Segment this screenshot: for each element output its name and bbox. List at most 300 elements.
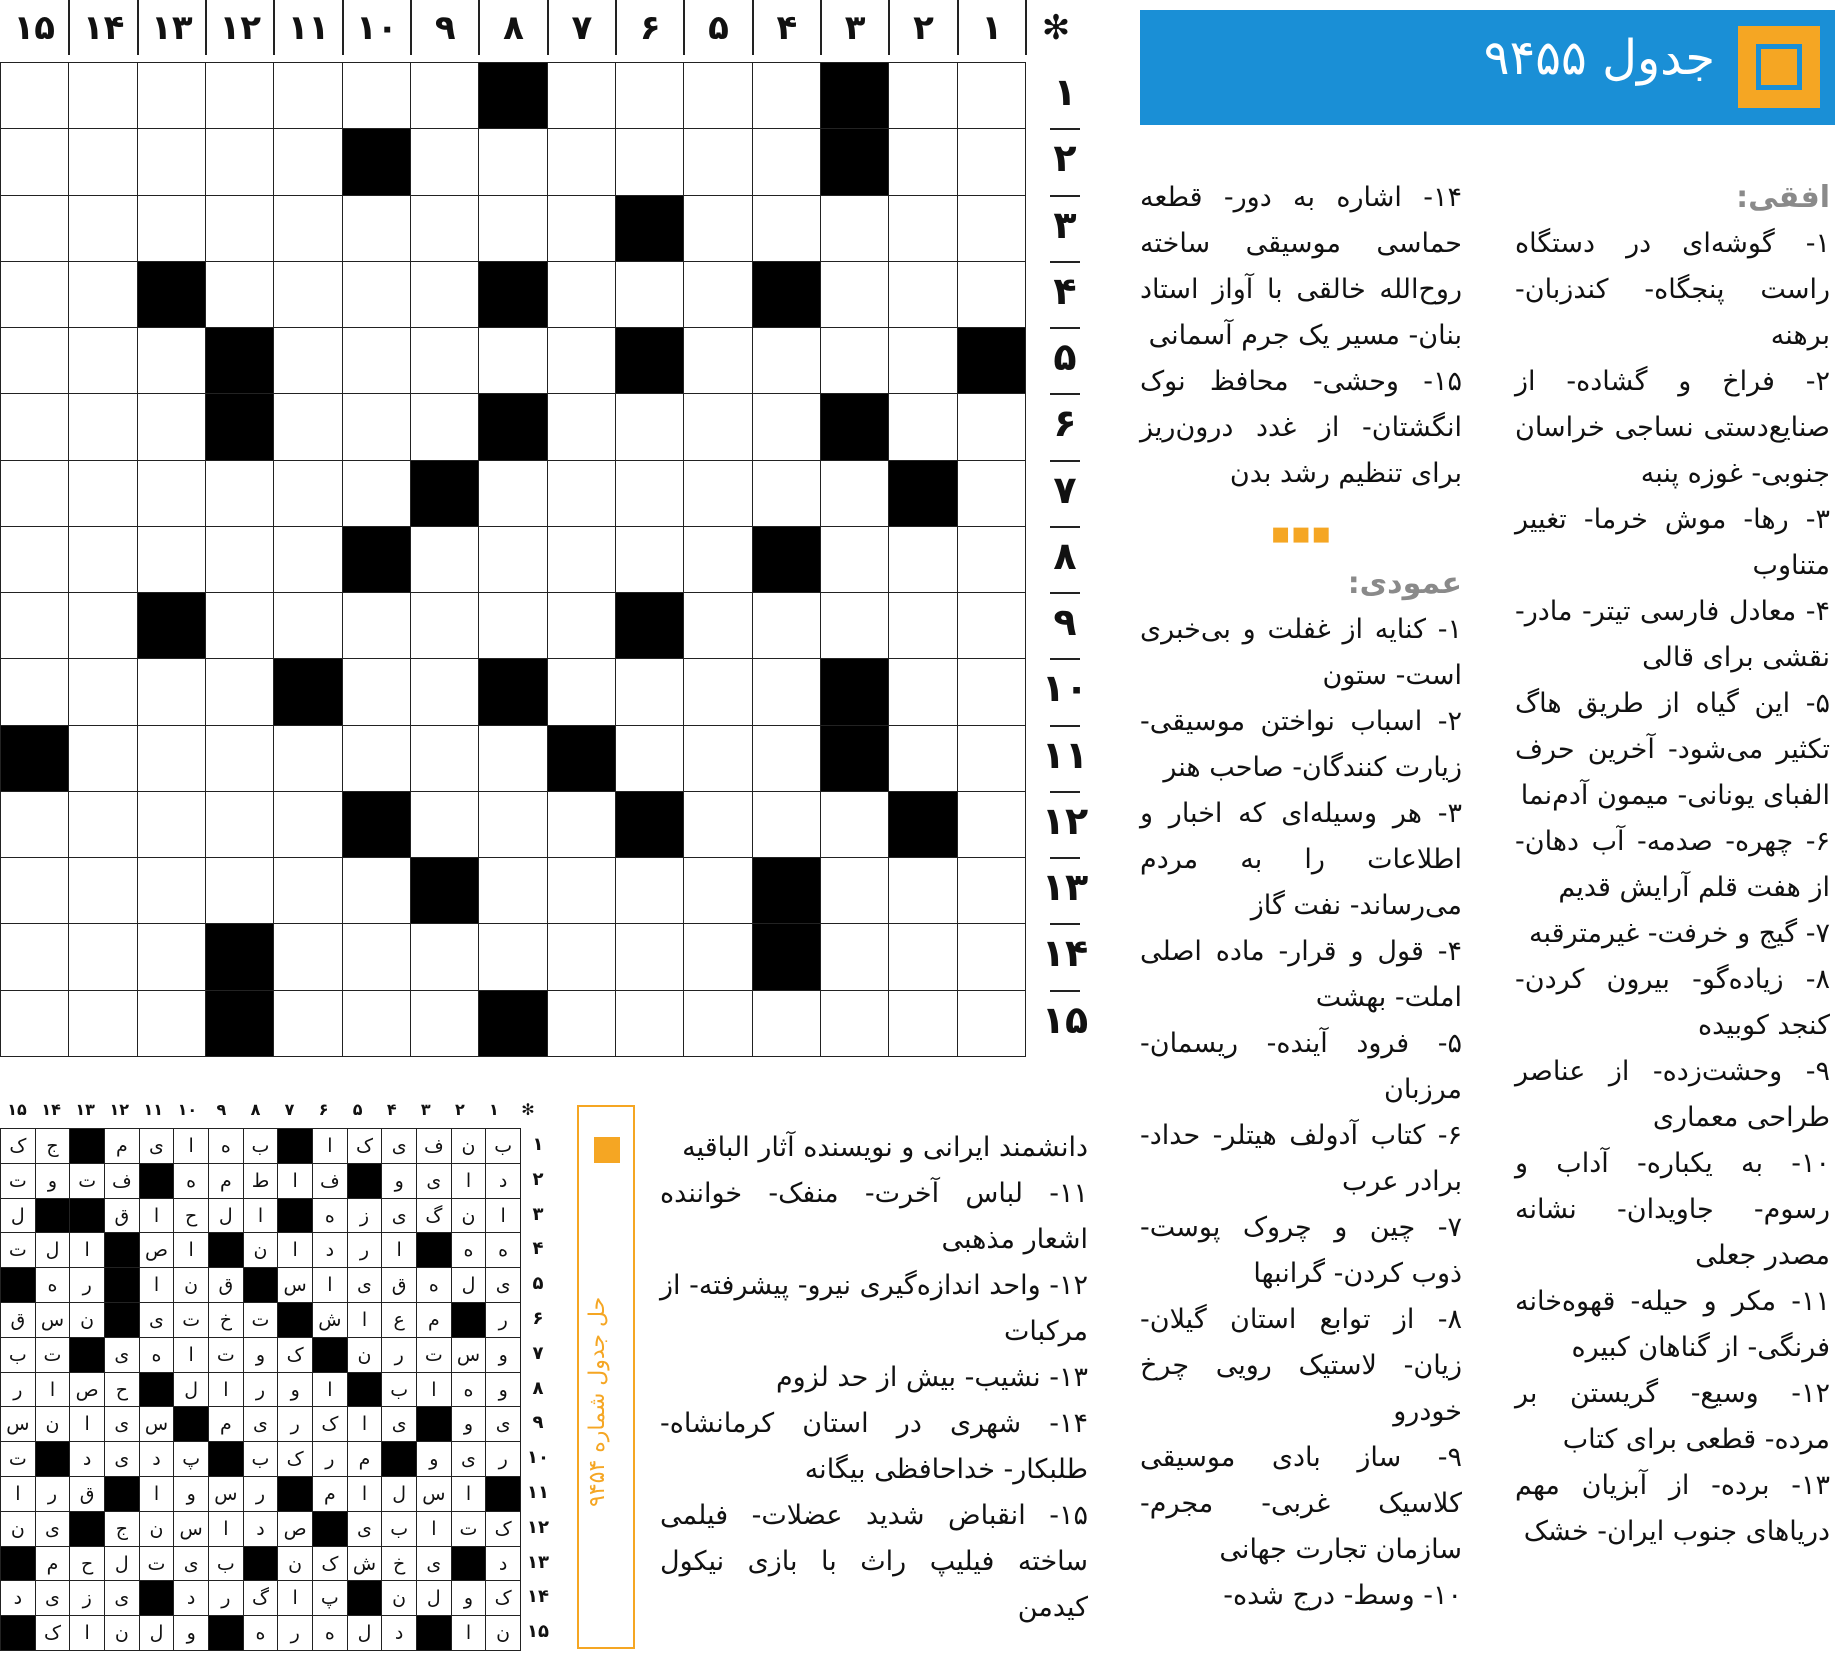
grid-cell[interactable]	[68, 327, 137, 394]
solution-letter: ف	[416, 1128, 452, 1164]
grid-cell[interactable]	[547, 195, 616, 262]
solution-black-cell	[139, 1163, 175, 1199]
grid-cell[interactable]	[273, 923, 342, 990]
solution-letter: ب	[208, 1546, 244, 1582]
grid-cell[interactable]	[957, 261, 1026, 328]
grid-cell[interactable]	[478, 791, 547, 858]
grid-cell[interactable]	[615, 526, 684, 593]
grid-cell[interactable]	[137, 990, 206, 1057]
grid-cell[interactable]	[205, 725, 274, 792]
solution-row-number: ۲	[532, 1168, 544, 1190]
grid-cell[interactable]	[273, 725, 342, 792]
grid-cell[interactable]	[957, 923, 1026, 990]
grid-cell[interactable]	[478, 460, 547, 527]
main-grid-col-number: ۱۲	[205, 0, 273, 55]
solution-letter: ع	[381, 1302, 417, 1338]
grid-cell[interactable]	[547, 526, 616, 593]
grid-cell[interactable]	[820, 592, 889, 659]
grid-cell[interactable]	[683, 128, 752, 195]
solution-letter: و	[451, 1406, 487, 1442]
grid-cell[interactable]	[68, 592, 137, 659]
black-cell	[342, 526, 411, 593]
grid-cell[interactable]	[615, 261, 684, 328]
solution-letter: ن	[277, 1546, 313, 1582]
solution-letter: ت	[0, 1232, 36, 1268]
solution-letter: د	[173, 1580, 209, 1616]
grid-cell[interactable]	[410, 526, 479, 593]
grid-cell[interactable]	[137, 923, 206, 990]
solution-letter: ت	[0, 1441, 36, 1477]
grid-cell[interactable]	[820, 327, 889, 394]
grid-cell[interactable]	[888, 526, 957, 593]
solution-letter: ر	[312, 1441, 348, 1477]
grid-cell[interactable]	[410, 62, 479, 129]
grid-cell[interactable]	[68, 195, 137, 262]
solution-col-number: ۹	[216, 1100, 227, 1119]
solution-letter: ا	[381, 1232, 417, 1268]
solution-letter: و	[173, 1476, 209, 1512]
grid-cell[interactable]	[683, 791, 752, 858]
black-cell	[615, 791, 684, 858]
solution-letter: ن	[0, 1511, 36, 1547]
grid-cell[interactable]	[957, 393, 1026, 460]
grid-cell[interactable]	[68, 725, 137, 792]
grid-cell[interactable]	[683, 592, 752, 659]
grid-cell[interactable]	[957, 592, 1026, 659]
solution-letter: ب	[381, 1372, 417, 1408]
grid-cell[interactable]	[752, 592, 821, 659]
solution-letter: ت	[35, 1337, 71, 1373]
grid-cell[interactable]	[68, 990, 137, 1057]
grid-cell[interactable]	[137, 725, 206, 792]
grid-cell[interactable]	[547, 923, 616, 990]
grid-cell[interactable]	[478, 725, 547, 792]
grid-cell[interactable]	[957, 62, 1026, 129]
solution-letter: ب	[243, 1128, 279, 1164]
grid-cell[interactable]	[0, 923, 69, 990]
grid-cell[interactable]	[205, 791, 274, 858]
solution-letter: پ	[312, 1580, 348, 1616]
grid-cell[interactable]	[205, 592, 274, 659]
main-grid-col-number: ۱۵	[13, 7, 55, 48]
grid-cell[interactable]	[410, 393, 479, 460]
grid-cell[interactable]	[752, 725, 821, 792]
grid-cell[interactable]	[888, 592, 957, 659]
grid-cell[interactable]	[888, 327, 957, 394]
solution-letter: ی	[347, 1267, 383, 1303]
grid-cell[interactable]	[957, 658, 1026, 725]
black-cell	[820, 62, 889, 129]
grid-cell[interactable]	[273, 393, 342, 460]
solution-letter: د	[0, 1580, 36, 1616]
grid-cell[interactable]	[342, 460, 411, 527]
black-cell	[478, 393, 547, 460]
solution-letter: ت	[243, 1302, 279, 1338]
solution-asterisk: ✻	[521, 1100, 535, 1119]
grid-cell[interactable]	[683, 261, 752, 328]
grid-cell[interactable]	[615, 658, 684, 725]
main-grid-col-number: ۳	[820, 0, 888, 55]
solution-letter: ح	[104, 1372, 140, 1408]
grid-cell[interactable]	[273, 62, 342, 129]
grid-cell[interactable]	[547, 327, 616, 394]
solution-letter: ی	[347, 1511, 383, 1547]
grid-cell[interactable]	[342, 592, 411, 659]
grid-cell[interactable]	[957, 725, 1026, 792]
solution-letter: ح	[173, 1198, 209, 1234]
grid-cell[interactable]	[478, 592, 547, 659]
grid-cell[interactable]	[410, 261, 479, 328]
grid-cell[interactable]	[68, 923, 137, 990]
grid-cell[interactable]	[137, 658, 206, 725]
grid-cell[interactable]	[68, 261, 137, 328]
solution-letter: ا	[243, 1198, 279, 1234]
solution-black-cell	[277, 1128, 313, 1164]
grid-cell[interactable]	[752, 195, 821, 262]
solution-letter: ص	[277, 1511, 313, 1547]
grid-cell[interactable]	[957, 128, 1026, 195]
grid-cell[interactable]	[137, 128, 206, 195]
grid-cell[interactable]	[820, 195, 889, 262]
grid-cell[interactable]	[820, 857, 889, 924]
solution-letter: ا	[347, 1406, 383, 1442]
grid-cell[interactable]	[0, 857, 69, 924]
solution-row-number: ۱۵	[527, 1621, 549, 1643]
grid-cell[interactable]	[410, 327, 479, 394]
black-cell	[205, 393, 274, 460]
grid-cell[interactable]	[68, 62, 137, 129]
main-grid-row-number: ۵	[1053, 335, 1077, 380]
solution-letter: ی	[243, 1406, 279, 1442]
grid-cell[interactable]	[0, 791, 69, 858]
black-cell	[205, 990, 274, 1057]
black-cell	[820, 393, 889, 460]
grid-cell[interactable]	[205, 658, 274, 725]
solution-letter: د	[243, 1511, 279, 1547]
grid-cell[interactable]	[615, 460, 684, 527]
black-cell	[205, 923, 274, 990]
grid-cell[interactable]	[410, 725, 479, 792]
grid-cell[interactable]	[0, 990, 69, 1057]
grid-cell[interactable]	[410, 923, 479, 990]
grid-cell[interactable]	[0, 526, 69, 593]
grid-cell[interactable]	[547, 460, 616, 527]
grid-cell[interactable]	[888, 393, 957, 460]
grid-cell[interactable]	[683, 990, 752, 1057]
grid-cell[interactable]	[752, 990, 821, 1057]
solution-letter: و	[485, 1337, 521, 1373]
solution-letter: ا	[35, 1372, 71, 1408]
solution-letter: ر	[485, 1441, 521, 1477]
grid-cell[interactable]	[137, 327, 206, 394]
grid-cell[interactable]	[683, 460, 752, 527]
grid-cell[interactable]	[68, 791, 137, 858]
grid-cell[interactable]	[683, 195, 752, 262]
grid-cell[interactable]	[957, 857, 1026, 924]
solution-black-cell	[208, 1615, 244, 1651]
solution-letter: ه	[451, 1372, 487, 1408]
grid-cell[interactable]	[68, 526, 137, 593]
grid-cell[interactable]	[683, 923, 752, 990]
solution-letter: ی	[416, 1546, 452, 1582]
solution-letter: ق	[381, 1267, 417, 1303]
solution-black-cell	[69, 1511, 105, 1547]
grid-cell[interactable]	[0, 128, 69, 195]
solution-label-box	[577, 1105, 635, 1649]
grid-cell[interactable]	[752, 393, 821, 460]
grid-cell[interactable]	[273, 526, 342, 593]
grid-cell[interactable]	[683, 393, 752, 460]
grid-cell[interactable]	[820, 791, 889, 858]
solution-letter: ر	[243, 1476, 279, 1512]
solution-letter: ی	[381, 1128, 417, 1164]
grid-cell[interactable]	[888, 658, 957, 725]
grid-cell[interactable]	[888, 261, 957, 328]
solution-letter: ه	[312, 1615, 348, 1651]
main-grid-row-number: ۱۲	[1041, 798, 1089, 843]
solution-row-number: ۶	[532, 1308, 544, 1329]
solution-letter: ک	[312, 1546, 348, 1582]
solution-letter: ا	[69, 1406, 105, 1442]
grid-cell[interactable]	[547, 857, 616, 924]
grid-cell[interactable]	[683, 62, 752, 129]
grid-cell[interactable]	[342, 62, 411, 129]
grid-cell[interactable]	[957, 195, 1026, 262]
grid-cell[interactable]	[342, 327, 411, 394]
grid-cell[interactable]	[615, 990, 684, 1057]
grid-cell[interactable]	[342, 393, 411, 460]
solution-letter: ن	[451, 1198, 487, 1234]
grid-cell[interactable]	[68, 460, 137, 527]
grid-cell[interactable]	[410, 990, 479, 1057]
grid-cell[interactable]	[273, 791, 342, 858]
grid-cell[interactable]	[342, 857, 411, 924]
grid-cell[interactable]	[683, 725, 752, 792]
grid-cell[interactable]	[820, 261, 889, 328]
grid-cell[interactable]	[342, 923, 411, 990]
grid-cell[interactable]	[342, 725, 411, 792]
grid-cell[interactable]	[683, 658, 752, 725]
grid-cell[interactable]	[410, 658, 479, 725]
clue-text: ۱۳- برده- از آبزیان مهم دریاهای جنوب ایران- خشک	[1515, 1470, 1830, 1547]
grid-cell[interactable]	[615, 725, 684, 792]
grid-cell[interactable]	[547, 592, 616, 659]
grid-cell[interactable]	[137, 460, 206, 527]
solution-letter: ن	[381, 1580, 417, 1616]
grid-cell[interactable]	[615, 923, 684, 990]
grid-cell[interactable]	[0, 261, 69, 328]
grid-cell[interactable]	[547, 62, 616, 129]
grid-cell[interactable]	[205, 460, 274, 527]
grid-cell[interactable]	[752, 460, 821, 527]
grid-cell[interactable]	[0, 592, 69, 659]
grid-cell[interactable]	[137, 195, 206, 262]
solution-col-number: ۵	[352, 1100, 363, 1119]
solution-col-number: ۶	[318, 1100, 329, 1119]
grid-cell[interactable]	[0, 460, 69, 527]
grid-cell[interactable]	[820, 990, 889, 1057]
grid-cell[interactable]	[888, 62, 957, 129]
grid-cell[interactable]	[273, 990, 342, 1057]
grid-cell[interactable]	[68, 128, 137, 195]
main-grid-asterisk: ✻	[1025, 0, 1085, 55]
solution-letter: ی	[416, 1163, 452, 1199]
solution-letter: د	[139, 1441, 175, 1477]
grid-cell[interactable]	[478, 128, 547, 195]
grid-cell[interactable]	[615, 128, 684, 195]
solution-black-cell	[312, 1337, 348, 1373]
solution-letter: ا	[139, 1476, 175, 1512]
grid-cell[interactable]	[205, 62, 274, 129]
solution-col-number: ۱۰	[177, 1100, 198, 1119]
grid-cell[interactable]	[752, 62, 821, 129]
grid-cell[interactable]	[137, 62, 206, 129]
grid-cell[interactable]	[957, 526, 1026, 593]
grid-cell[interactable]	[478, 526, 547, 593]
horizontal-clues-heading: افقی:	[1736, 180, 1830, 215]
grid-cell[interactable]	[820, 526, 889, 593]
grid-cell[interactable]	[820, 923, 889, 990]
clue-text: ۱۲- واحد اندازه‌گیری نیرو- پیشرفته- از مرکبات	[660, 1270, 1088, 1347]
solution-letter: ک	[485, 1511, 521, 1547]
solution-letter: ن	[35, 1406, 71, 1442]
grid-cell[interactable]	[615, 62, 684, 129]
grid-cell[interactable]	[273, 460, 342, 527]
grid-cell[interactable]	[478, 923, 547, 990]
solution-black-cell	[104, 1302, 140, 1338]
solution-black-cell	[347, 1372, 383, 1408]
grid-cell[interactable]	[0, 62, 69, 129]
solution-black-cell	[139, 1580, 175, 1616]
grid-cell[interactable]	[205, 195, 274, 262]
main-grid-col-number: ۹	[410, 0, 478, 55]
row-divider	[1050, 393, 1080, 395]
grid-cell[interactable]	[888, 195, 957, 262]
grid-cell[interactable]	[273, 592, 342, 659]
black-cell	[478, 990, 547, 1057]
solution-black-cell	[347, 1163, 383, 1199]
grid-cell[interactable]	[820, 460, 889, 527]
grid-cell[interactable]	[478, 195, 547, 262]
grid-cell[interactable]	[137, 393, 206, 460]
main-grid-row-number: ۸	[1053, 533, 1077, 578]
grid-cell[interactable]	[957, 460, 1026, 527]
grid-cell[interactable]	[683, 526, 752, 593]
grid-cell[interactable]	[342, 261, 411, 328]
solution-row-number: ۱۴	[527, 1586, 549, 1608]
grid-cell[interactable]	[547, 791, 616, 858]
grid-cell[interactable]	[752, 327, 821, 394]
grid-cell[interactable]	[547, 128, 616, 195]
grid-cell[interactable]	[888, 990, 957, 1057]
grid-cell[interactable]	[273, 857, 342, 924]
grid-cell[interactable]	[957, 990, 1026, 1057]
grid-cell[interactable]	[683, 327, 752, 394]
grid-cell[interactable]	[615, 857, 684, 924]
grid-cell[interactable]	[752, 658, 821, 725]
grid-cell[interactable]	[478, 857, 547, 924]
solution-letter: و	[243, 1337, 279, 1373]
grid-cell[interactable]	[683, 857, 752, 924]
puzzle-title: جدول ۹۴۵۵	[1483, 30, 1715, 86]
grid-cell[interactable]	[137, 857, 206, 924]
grid-cell[interactable]	[342, 658, 411, 725]
grid-cell[interactable]	[205, 261, 274, 328]
grid-cell[interactable]	[273, 195, 342, 262]
grid-cell[interactable]	[410, 592, 479, 659]
solution-letter: ط	[243, 1163, 279, 1199]
grid-cell[interactable]	[342, 990, 411, 1057]
grid-cell[interactable]	[205, 128, 274, 195]
grid-cell[interactable]	[205, 526, 274, 593]
solution-black-cell	[243, 1267, 279, 1303]
solution-black-cell	[485, 1476, 521, 1512]
black-cell	[410, 857, 479, 924]
row-divider	[1050, 990, 1080, 992]
grid-cell[interactable]	[68, 393, 137, 460]
grid-cell[interactable]	[0, 327, 69, 394]
grid-cell[interactable]	[410, 791, 479, 858]
grid-cell[interactable]	[957, 791, 1026, 858]
grid-cell[interactable]	[273, 128, 342, 195]
solution-letter: ب	[243, 1441, 279, 1477]
solution-letter: ر	[277, 1406, 313, 1442]
main-grid-row-number: ۲	[1053, 136, 1077, 181]
grid-cell[interactable]	[410, 128, 479, 195]
grid-cell[interactable]	[137, 791, 206, 858]
grid-cell[interactable]	[273, 327, 342, 394]
solution-letter: ا	[451, 1476, 487, 1512]
grid-cell[interactable]	[68, 857, 137, 924]
clue-text: ۹- وحشت‌زده- از عناصر طراحی معماری	[1515, 1056, 1830, 1133]
grid-cell[interactable]	[273, 261, 342, 328]
grid-cell[interactable]	[0, 393, 69, 460]
solution-letter: ی	[104, 1337, 140, 1373]
black-cell	[615, 592, 684, 659]
grid-cell[interactable]	[547, 393, 616, 460]
grid-cell[interactable]	[615, 393, 684, 460]
clue-text: ۸- زیاده‌گو- بیرون کردن- کنجد کوبیده	[1515, 964, 1830, 1041]
grid-cell[interactable]	[752, 128, 821, 195]
solution-letter: س	[277, 1267, 313, 1303]
grid-cell[interactable]	[0, 195, 69, 262]
grid-cell[interactable]	[547, 990, 616, 1057]
solution-letter: ش	[347, 1546, 383, 1582]
grid-cell[interactable]	[888, 725, 957, 792]
row-divider	[1050, 857, 1080, 859]
grid-cell[interactable]	[888, 857, 957, 924]
grid-cell[interactable]	[478, 327, 547, 394]
solution-letter: ی	[139, 1302, 175, 1338]
solution-letter: س	[451, 1337, 487, 1373]
grid-cell[interactable]	[888, 128, 957, 195]
grid-cell[interactable]	[137, 526, 206, 593]
solution-letter: ا	[312, 1128, 348, 1164]
grid-cell[interactable]	[205, 857, 274, 924]
solution-black-cell	[416, 1615, 452, 1651]
grid-cell[interactable]	[547, 658, 616, 725]
solution-letter: ت	[416, 1337, 452, 1373]
solution-grid	[0, 1128, 520, 1650]
grid-cell[interactable]	[342, 195, 411, 262]
grid-cell[interactable]	[410, 195, 479, 262]
grid-cell[interactable]	[547, 261, 616, 328]
grid-cell[interactable]	[888, 923, 957, 990]
row-divider	[1050, 791, 1080, 793]
grid-cell[interactable]	[0, 658, 69, 725]
grid-cell[interactable]	[68, 658, 137, 725]
grid-cell[interactable]	[752, 791, 821, 858]
